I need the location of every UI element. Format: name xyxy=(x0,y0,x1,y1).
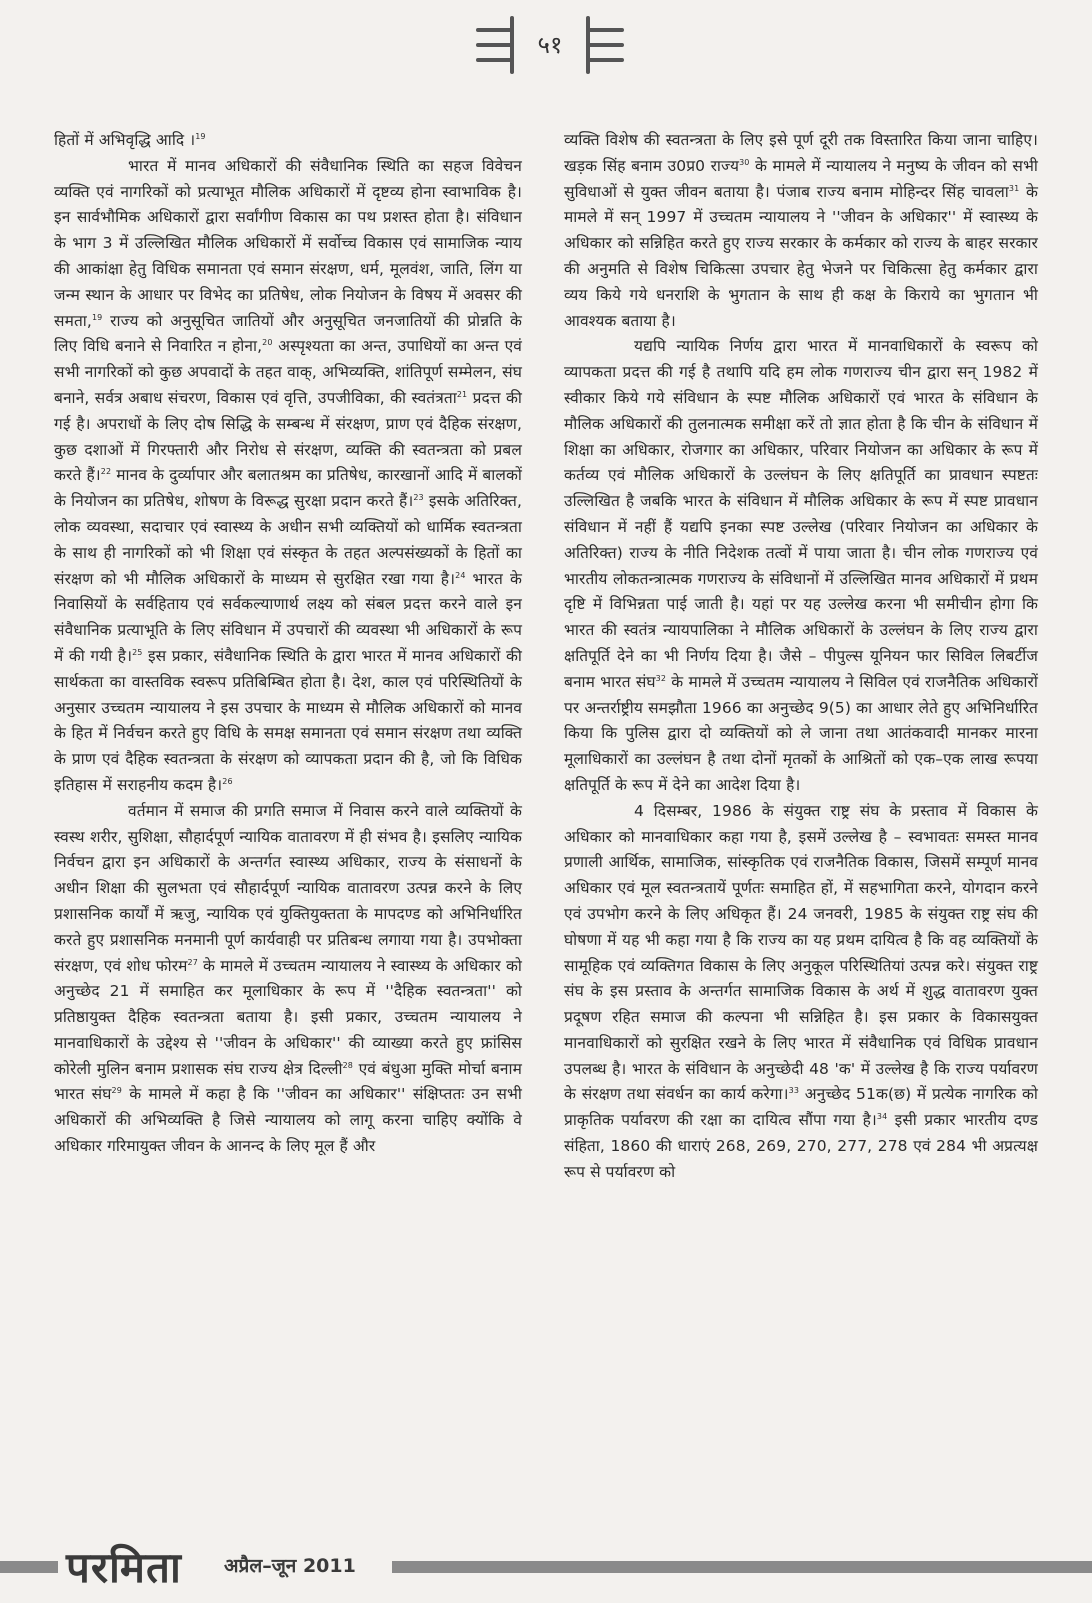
paragraph-text: इस प्रकार, संवैधानिक स्थिति के द्वारा भारत में मानव अधिकारों की सार्थकता का वास्तविक स्वरूप प्रतिबिम्बित होता है। देश, काल एवं परिस्थितियों के अनुसार उच्चतम न्यायालय ने इस उपचार के माध्यम से मौलिक अधिकारों को मानव के हित में निर्वचन करते हुए विधि के समक्ष समानता एवं समान संरक्षण तथा व्यक्ति के प्राण एवं दैहिक स्वतन्त्रता के संरक्षण को व्यापकता प्रदान की है, जो कि विधिक इतिहास में सराहनीय कदम है। xyxy=(54,646,522,794)
footnote-marker: 20 xyxy=(262,338,273,348)
footnote-marker: 23 xyxy=(413,493,424,503)
paragraph-text: अनुच्छेद 51क(छ) में प्रत्येक नागरिक को प्राकृतिक पर्यावरण की रक्षा का दायित्व सौंपा गया है। xyxy=(564,1085,1038,1130)
body-paragraph xyxy=(564,799,1038,1186)
footnote-marker: 33 xyxy=(788,1086,800,1096)
paragraph-text: अस्पृश्यता का अन्त, उपाधियों का अन्त एवं सभी नागरिकों को कुछ अपवादों के तहत वाक्, अभिव्यक्ति, शांतिपूर्ण सम्मेलन, संघ बनाने, सर्वत्र अबाध संचरण, विकास एवं वृत्ति, उपजीविका, की स्वतंत्रता xyxy=(54,337,522,407)
body-paragraph xyxy=(54,799,522,1160)
issue-date: अप्रैल–जून 2011 xyxy=(224,1555,356,1577)
paragraph-text: भारत में मानव अधिकारों की संवैधानिक स्थिति का सहज विवेचन व्यक्ति एवं नागरिकों को प्रत्याभूत मौलिक अधिकारों में दृष्टव्य होना स्वाभाविक है। इन सार्वभौमिक अधिकारों द्वारा सर्वांगीण विकास का पथ प्रशस्त होता है। संविधान के भाग 3 में उल्लिखित मौलिक अधिकारों में सर्वोच्च विकास एवं सामाजिक न्याय की आकांक्षा हेतु विधिक समानता एवं समान संरक्षण, धर्म, मूलवंश, जाति, लिंग या जन्म स्थान के आधार पर विभेद का प्रतिषेध, लोक नियोजन के विषय में अवसर की समता, xyxy=(54,156,522,330)
paragraph-text: प्रदत्त की गई है। अपराधों के लिए दोष सिद्धि के सम्बन्ध में संरक्षण, प्राण एवं दैहिक संरक्षण, कुछ दशाओं में गिरफ्तारी और निरोध से संरक्षण, व्यक्ति की स्वतन्त्रता को प्रबल करते हैं। xyxy=(54,388,522,485)
body-paragraph xyxy=(54,128,522,154)
page-header xyxy=(470,14,630,76)
paragraph-text: 4 दिसम्बर, 1986 के संयुक्त राष्ट्र संघ के प्रस्ताव में विकास के अधिकार को मानवाधिकार कहा गया है, इसमें उल्लेख है – स्वभावतः समस्त मानव प्रणाली आर्थिक, सामाजिक, सांस्कृतिक एवं राजनैतिक विकास, जिसमें सम्पूर्ण मानव अधिकार एवं मूल स्वतन्त्रतायें पूर्णतः समाहित हों, में सहभागिता करने, योगदान करने एवं उपभोग करने के लिए अधिकृत हैं। 24 जनवरी, 1985 के संयुक्त राष्ट्र संघ की घोषणा में यह भी कहा गया है कि राज्य का यह प्रथम दायित्व है कि वह व्यक्तियों के सामूहिक एवं व्यक्तिगत विकास के लिए अनुकूल परिस्थितियां उत्पन्न करे। संयुक्त राष्ट्र संघ के इस प्रस्ताव के अन्तर्गत सामाजिक विकास के अर्थ में शुद्ध वातावरण युक्त प्रदूषण रहित समाज की कल्पना भी सन्निहित है। इस प्रकार के विकासयुक्त मानवाधिकारों को सुरक्षित रखने के लिए भारत में संवैधानिक एवं विधिक प्रावधान उपलब्ध है। भारत के संविधान के अनुच्छेदी 48 'क' में उल्लेख है कि राज्य पर्यावरण के संरक्षण तथा संवर्धन का कार्य करेगा। xyxy=(564,801,1038,1104)
paragraph-text: वर्तमान में समाज की प्रगति समाज में निवास करने वाले व्यक्तियों के स्वस्थ शरीर, सुशिक्षा, सौहार्दपूर्ण न्यायिक वातावरण में ही संभव है। इसलिए न्यायिक निर्वचन द्वारा इन अधिकारों के अन्तर्गत स्वास्थ्य अधिकार, राज्य के संसाधनों के अधीन शिक्षा की सुलभता एवं सौहार्दपूर्ण न्यायिक वातावरण उत्पन्न करने के लिए प्रशासनिक कार्यों में ऋजु, न्यायिक एवं युक्तियुक्तता के मापदण्ड को अभिनिर्धारित करते हुए प्रशासनिक मनमानी पूर्ण कार्यवाही पर प्रतिबन्ध लगाया गया है। उपभोक्ता संरक्षण, एवं शोध फोरम xyxy=(54,801,522,975)
paragraph-text: के मामले में उच्चतम न्यायालय ने सिविल एवं राजनैतिक अधिकारों पर अन्तर्राष्ट्रीय समझौता 1966 का अनुच्छेद 9(5) का आधार लेते हुए अभिनिर्धारित किया कि पुलिस द्वारा दो व्यक्तियों को ले जाना तथा आतंकवादी मानकर मारना मूलाधिकारों का उल्लंघन है तथा दोनों मृतकों के आश्रितों को एक–एक लाख रूपया क्षतिपूर्ति के रूप में देने का आदेश दिया है। xyxy=(564,672,1038,794)
paragraph-text: इसके अतिरिक्त, लोक व्यवस्था, सदाचार एवं स्वास्थ्य के अधीन सभी व्यक्तियों को धार्मिक स्वतन्त्रता के साथ ही नागरिकों को भी शिक्षा एवं संस्कृत के तहत अल्पसंख्यकों के हितों का संरक्षण को भी मौलिक अधिकारों के माध्यम से सुरक्षित रखा गया है। xyxy=(54,492,522,588)
left-column xyxy=(54,128,522,1160)
footnote-marker: 29 xyxy=(111,1086,122,1096)
paragraph-text: के मामले में कहा है कि ''जीवन का अधिकार'' संक्षिप्ततः उन सभी अधिकारों की अभिव्यक्ति है जिसे न्यायालय को लागू करना चाहिए क्योंकि वे अधिकार गरिमायुक्त जीवन के आनन्द के लिए मूल हैं और xyxy=(54,1085,522,1156)
magazine-title: परमिता xyxy=(66,1543,182,1592)
body-paragraph xyxy=(564,334,1038,798)
footnote-marker: 22 xyxy=(100,467,112,477)
body-paragraph xyxy=(564,128,1038,334)
paragraph-text: भारत के निवासियों के सर्वहिताय एवं सर्वकल्याणार्थ लक्ष्य को संबल प्रदत्त करने वाले इन संवैधानिक प्रत्याभूति के लिए संविधान में उपचारों की व्यवस्था भी अधिकारों के रूप में की गयी है। xyxy=(54,569,522,665)
paragraph-text: राज्य को अनुसूचित जातियों और अनुसूचित जनजातियों की प्रोन्नति के लिए विधि बनाने से निवारित न होना, xyxy=(54,311,522,356)
footnote-marker: 28 xyxy=(342,1060,353,1070)
footer-rule-left xyxy=(0,1561,58,1573)
footer-rule-right xyxy=(392,1561,1092,1573)
paragraph-text: व्यक्ति विशेष की स्वतन्त्रता के लिए इसे पूर्ण दूरी तक विस्तारित किया जाना चाहिए। खड़क सिंह बनाम उ0प्र0 राज्य xyxy=(564,131,1038,175)
body-paragraph xyxy=(54,154,522,799)
footnote-marker: 19 xyxy=(91,312,103,322)
page-footer xyxy=(0,1538,1092,1598)
paragraph-text: यद्यपि न्यायिक निर्णय द्वारा भारत में मानवाधिकारों के स्वरूप को व्यापकता प्रदत्त की गई है तथापि यदि हम लोक गणराज्य चीन द्वारा सन् 1982 में स्वीकार किये गये संविधान के स्पष्ट मौलिक अधिकारों एवं भारत के संविधान के मौलिक अधिकारों की तुलनात्मक समीक्षा करें तो ज्ञात होता है कि चीन के संविधान में शिक्षा का अधिकार, रोजगार का अधिकार, परिवार नियोजन का अधिकार के रूप में कर्तव्य एवं मौलिक अधिकारों के उल्लंघन के लिए क्षतिपूर्ति का प्रावधान स्पष्टतः उल्लिखित है जबकि भारत के संविधान में मौलिक अधिकार के रूप में स्पष्ट प्रावधान संविधान में नहीं हैं यद्यपि इनका स्पष्ट उल्लेख (परिवार नियोजन का अधिकार के अतिरिक्त) राज्य के नीति निदेशक तत्वों में पाया जाता है। चीन लोक गणराज्य एवं भारतीय लोकतन्त्रात्मक गणराज्य के संविधानों में उल्लिखित मानव अधिकारों में प्रथम दृष्टि में विभिन्नता पाई जाती है। यहां पर यह उल्लेख करना भी समीचीन होगा कि भारत की स्वतंत्र न्यायपालिका ने मौलिक अधिकारों के उल्लंघन के लिए राज्य द्वारा क्षतिपूर्ति देने का भी निर्णय दिया है। जैसे – पीपुल्स यूनियन फार सिविल लिबर्टीज बनाम भारत संघ xyxy=(564,337,1038,691)
footnote-marker: 24 xyxy=(455,570,466,580)
footnote-marker: 31 xyxy=(1008,183,1020,193)
paragraph-text: इसी प्रकार भारतीय दण्ड संहिता, 1860 की धाराएं 268, 269, 270, 277, 278 एवं 284 भी अप्रत्यक्ष रूप से पर्यावरण को xyxy=(564,1111,1038,1181)
paragraph-text: के मामले में उच्चतम न्यायालय ने स्वास्थ्य के अधिकार को अनुच्छेद 21 में समाहित कर मूलाधिकार के रूप में ''दैहिक स्वतन्त्रता'' को प्रतिष्ठायुक्त दैहिक स्वतन्त्रता बताया है। इसी प्रकार, उच्चतम न्यायालय ने मानवाधिकारों के उद्देश्य से ''जीवन के अधिकार'' की व्याख्या करते हुए फ्रांसिस कोरेली मुलिन बनाम प्रशासक संघ राज्य क्षेत्र दिल्ली xyxy=(54,956,522,1078)
paragraph-text: मानव के दुर्व्यापार और बलातश्रम का प्रतिषेध, कारखानों आदि में बालकों के नियोजन का प्रतिषेध, शोषण के विरूद्ध सुरक्षा प्रदान करते हैं। xyxy=(54,466,522,511)
footnote-marker: 32 xyxy=(655,673,667,683)
page-number: ५१ xyxy=(537,31,563,59)
footnote-marker: 26 xyxy=(222,776,233,786)
paragraph-text: के मामले में न्यायालय ने मनुष्य के जीवन को सभी सुविधाओं से युक्त जीवन बताया है। पंजाब राज्य बनाम मोहिन्दर सिंह चावला xyxy=(564,156,1038,201)
right-column xyxy=(564,128,1038,1186)
paragraph-text: एवं बंधुआ मुक्ति मोर्चा बनाम भारत संघ xyxy=(54,1059,522,1104)
footnote-marker: 19 xyxy=(195,132,206,141)
footnote-marker: 21 xyxy=(456,389,468,399)
footnote-marker: 30 xyxy=(739,157,750,167)
footnote-marker: 25 xyxy=(132,647,143,657)
paragraph-text: के मामले में सन् 1997 में उच्चतम न्यायालय ने ''जीवन के अधिकार'' में स्वास्थ्य के अधिकार को सन्निहित करते हुए राज्य सरकार के कर्मकार को राज्य के बाहर सरकार की अनुमति से विशेष चिकित्सा उपचार हेतु भेजने पर चिकित्सा हेतु कर्मकार द्वारा व्यय किये गये धनराशि के भुगतान के साथ ही कक्ष के किराये का भुगतान भी आवश्यक बताया है। xyxy=(564,182,1038,330)
footnote-marker: 27 xyxy=(187,957,198,967)
paragraph-text: हितों में अभिवृद्धि आदि । xyxy=(54,131,196,149)
footnote-marker: 34 xyxy=(876,1112,888,1122)
